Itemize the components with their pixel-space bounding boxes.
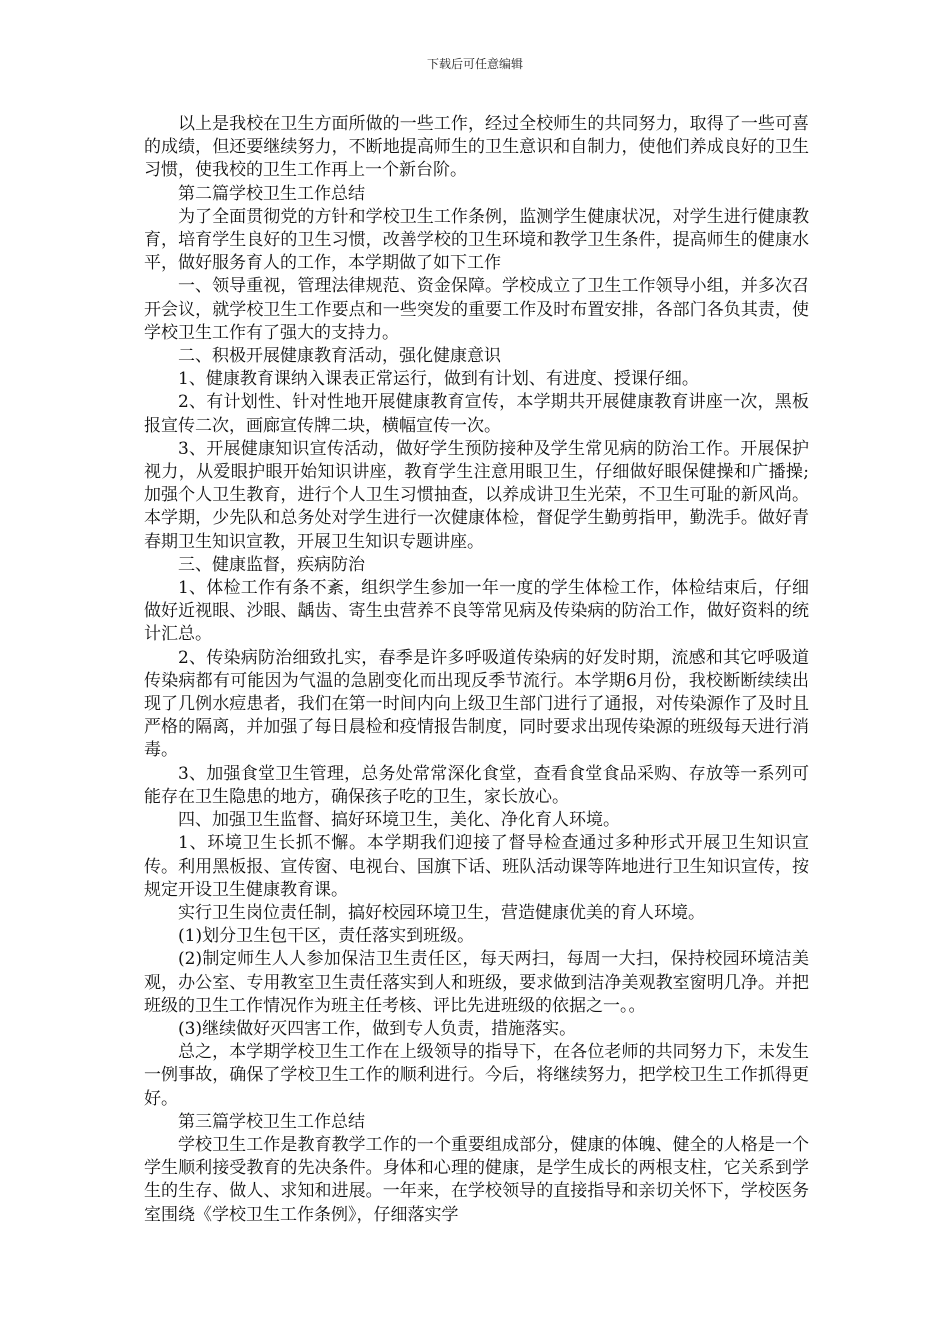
- subheading: 二、积极开展健康教育活动，强化健康意识: [178, 346, 501, 367]
- paragraph: 2、有计划性、针对性地开展健康教育宣传，本学期共开展健康教育讲座一次，黑板报宣传二次，画廊宣传牌二块，横幅宣传一次。: [144, 392, 809, 436]
- paragraph: 1、环境卫生长抓不懈。本学期我们迎接了督导检查通过多种形式开展卫生知识宣传。利用黑板报、宣传窗、电视台、国旗下话、班队活动课等阵地进行卫生知识宣传，按规定开设卫生健康教育课。: [144, 833, 809, 900]
- paragraph: 学校卫生工作是教育教学工作的一个重要组成部分，健康的体魄、健全的人格是一个学生顺利接受教育的先决条件。身体和心理的健康，是学生成长的两根支柱，它关系到学生的生存、做人、求知和进展。一年来，在学校领导的直接指导和亲切关怀下，学校医务室围绕《学校卫生工作条例》，仔细落实学: [144, 1134, 809, 1225]
- page-header: 下载后可任意编辑: [426, 57, 523, 71]
- document-body: [144, 113, 809, 1227]
- paragraph: 3、开展健康知识宣传活动，做好学生预防接种及学生常见病的防治工作。开展保护视力，从爱眼护眼开始知识讲座，教育学生注意用眼卫生，仔细做好眼保健操和广播操;加强个人卫生教育，进行个人卫生习惯抽查，以养成讲卫生光荣，不卫生可耻的新风尚。本学期，少先队和总务处对学生进行一次健康体检，督促学生勤剪指甲，勤洗手。做好青春期卫生知识宣教，开展卫生知识专题讲座。: [144, 438, 809, 552]
- paragraph: 3、加强食堂卫生管理，总务处常常深化食堂，查看食堂食品采购、存放等一系列可能存在卫生隐患的地方，确保孩子吃的卫生，家长放心。: [144, 763, 809, 807]
- paragraph: 2、传染病防治细致扎实，春季是许多呼吸道传染病的好发时期，流感和其它呼吸道传染病都有可能因为气温的急剧变化而出现反季节流行。本学期6月份，我校断断续续出现了几例水痘患者，我们在第一时间内向上级卫生部门进行了通报，对传染源作了及时且严格的隔离，并加强了每日晨检和疫情报告制度，同时要求出现传染源的班级每天进行消毒。: [144, 647, 809, 761]
- subheading: 三、健康监督，疾病防治: [178, 554, 365, 575]
- paragraph: 一、领导重视，管理法律规范、资金保障。学校成立了卫生工作领导小组，并多次召开会议，就学校卫生工作要点和一些突发的重要工作及时布置安排，各部门各负其责，使学校卫生工作有了强大的支持力。: [144, 276, 809, 343]
- paragraph: 以上是我校在卫生方面所做的一些工作，经过全校师生的共同努力，取得了一些可喜的成绩，但还要继续努力，不断地提高师生的卫生意识和自制力，使他们养成良好的卫生习惯，使我校的卫生工作再上一个新台阶。: [144, 114, 809, 181]
- paragraph: 1、健康教育课纳入课表正常运行，做到有计划、有进度、授课仔细。: [178, 369, 699, 390]
- paragraph: 1、体检工作有条不紊，组织学生参加一年一度的学生体检工作，体检结束后，仔细做好近视眼、沙眼、龋齿、寄生虫营养不良等常见病及传染病的防治工作，做好资料的统计汇总。: [144, 578, 809, 645]
- section-heading: 第二篇学校卫生工作总结: [178, 183, 365, 204]
- subheading: 四、加强卫生监督、搞好环境卫生，美化、净化育人环境。: [178, 810, 620, 831]
- paragraph: 总之，本学期学校卫生工作在上级领导的指导下，在各位老师的共同努力下，未发生一例事故，确保了学校卫生工作的顺利进行。今后，将继续努力，把学校卫生工作抓得更好。: [144, 1042, 809, 1109]
- paragraph: (1)划分卫生包干区，责任落实到班级。: [178, 926, 475, 947]
- paragraph: 为了全面贯彻党的方针和学校卫生工作条例，监测学生健康状况，对学生进行健康教育，培育学生良好的卫生习惯，改善学校的卫生环境和教学卫生条件，提高师生的健康水平，做好服务育人的工作，本学期做了如下工作: [144, 206, 809, 274]
- paragraph: (3)继续做好灭四害工作，做到专人负责，措施落实。: [178, 1018, 577, 1039]
- paragraph: 实行卫生岗位责任制，搞好校园环境卫生，营造健康优美的育人环境。: [178, 902, 705, 923]
- paragraph: (2)制定师生人人参加保洁卫生责任区，每天两扫，每周一大扫，保持校园环境洁美观，办公室、专用教室卫生责任落实到人和班级，要求做到洁净美观教室窗明几净。并把班级的卫生工作情况作为班主任考核、评比先进班级的依据之一。。: [144, 949, 809, 1016]
- section-heading: 第三篇学校卫生工作总结: [178, 1111, 365, 1132]
